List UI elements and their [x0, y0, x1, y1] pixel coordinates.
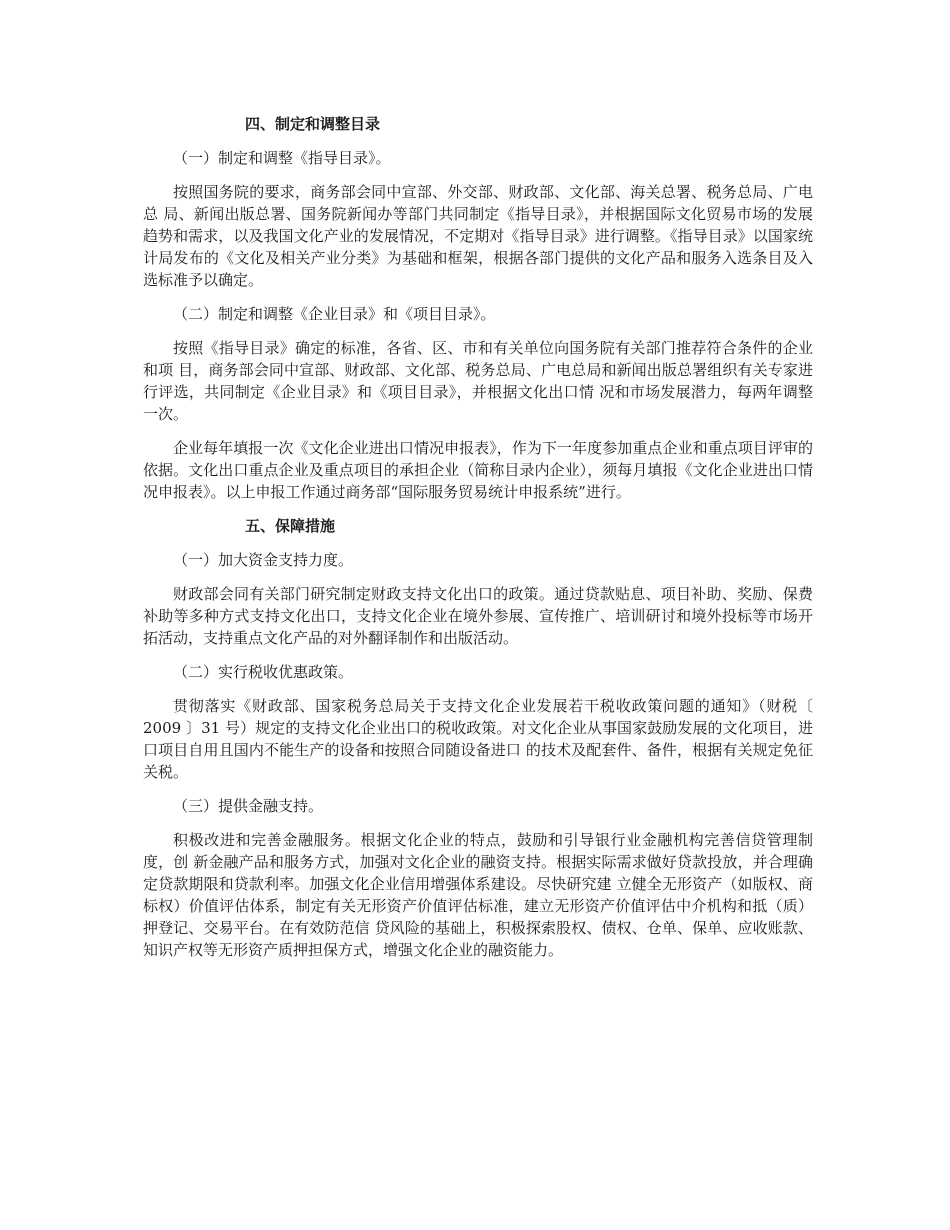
subsection-heading: （一）加大资金支持力度。 [173, 551, 354, 569]
subsection-heading: （二）实行税收优惠政策。 [173, 663, 354, 681]
section-heading-5: 五、保障措施 [245, 517, 336, 535]
document-page [143, 113, 813, 973]
subsection-heading: （二）制定和调整《企业目录》和《项目目录》。 [173, 305, 496, 323]
paragraph: 财政部会同有关部门研究制定财政支持文化出口的政策。通过贷款贴息、项目补助、奖励、保费补助等多种方式支持文化出口，支持文化企业在境外参展、宣传推广、培训研讨和境外投标等市场开拓活动，支持重点文化产品的对外翻译制作和出版活动。 [143, 585, 813, 647]
section-heading-4: 四、制定和调整目录 [245, 115, 381, 133]
paragraph: 按照国务院的要求，商务部会同中宣部、外交部、财政部、文化部、海关总署、税务总局、广电总 局、新闻出版总署、国务院新闻办等部门共同制定《指导目录》，并根据国际文化贸易市场的发展趋势和需求，以及我国文化产业的发展情况，不定期对《指导目录》进行调整。《指导目录》以国家统计局发布的《文化及相关产业分类》为基础和框架，根据各部门提供的文化产品和服务入选条目及入选标准予以确定。 [143, 183, 813, 289]
subsection-heading: （三）提供金融支持。 [173, 797, 324, 815]
subsection-heading: （一）制定和调整《指导目录》。 [173, 149, 391, 167]
paragraph: 按照《指导目录》确定的标准，各省、区、市和有关单位向国务院有关部门推荐符合条件的企业和项 目，商务部会同中宣部、财政部、文化部、税务总局、广电总局和新闻出版总署组织有关专家进行评选，共同制定《企业目录》和《项目目录》，并根据文化出口情 况和市场发展潜力，每两年调整一次。 [143, 339, 813, 423]
paragraph: 积极改进和完善金融服务。根据文化企业的特点，鼓励和引导银行业金融机构完善信贷管理制度，创 新金融产品和服务方式，加强对文化企业的融资支持。根据实际需求做好贷款投放，并合理确定贷款期限和贷款利率。加强文化企业信用增强体系建设。尽快研究建 立健全无形资产（如版权、商标权）价值评估体系，制定有关无形资产价值评估标准，建立无形资产价值评估中介机构和抵（质）押登记、交易平台。在有效防范信 贷风险的基础上，积极探索股权、债权、仓单、保单、应收账款、知识产权等无形资产质押担保方式，增强文化企业的融资能力。 [143, 831, 813, 959]
paragraph: 贯彻落实《财政部、国家税务总局关于支持文化企业发展若干税收政策问题的通知》（财税〔 2009 〕31 号）规定的支持文化企业出口的税收政策。对文化企业从事国家鼓励发展的文化项目，进口项目自用且国内不能生产的设备和按照合同随设备进口 的技术及配套件、备件，根据有关规定免征关税。 [143, 697, 813, 781]
paragraph: 企业每年填报一次《文化企业进出口情况申报表》，作为下一年度参加重点企业和重点项目评审的依据。文化出口重点企业及重点项目的承担企业（简称目录内企业），须每月填报《文化企业进出口情况申报表》。以上申报工作通过商务部“国际服务贸易统计申报系统”进行。 [143, 439, 813, 501]
